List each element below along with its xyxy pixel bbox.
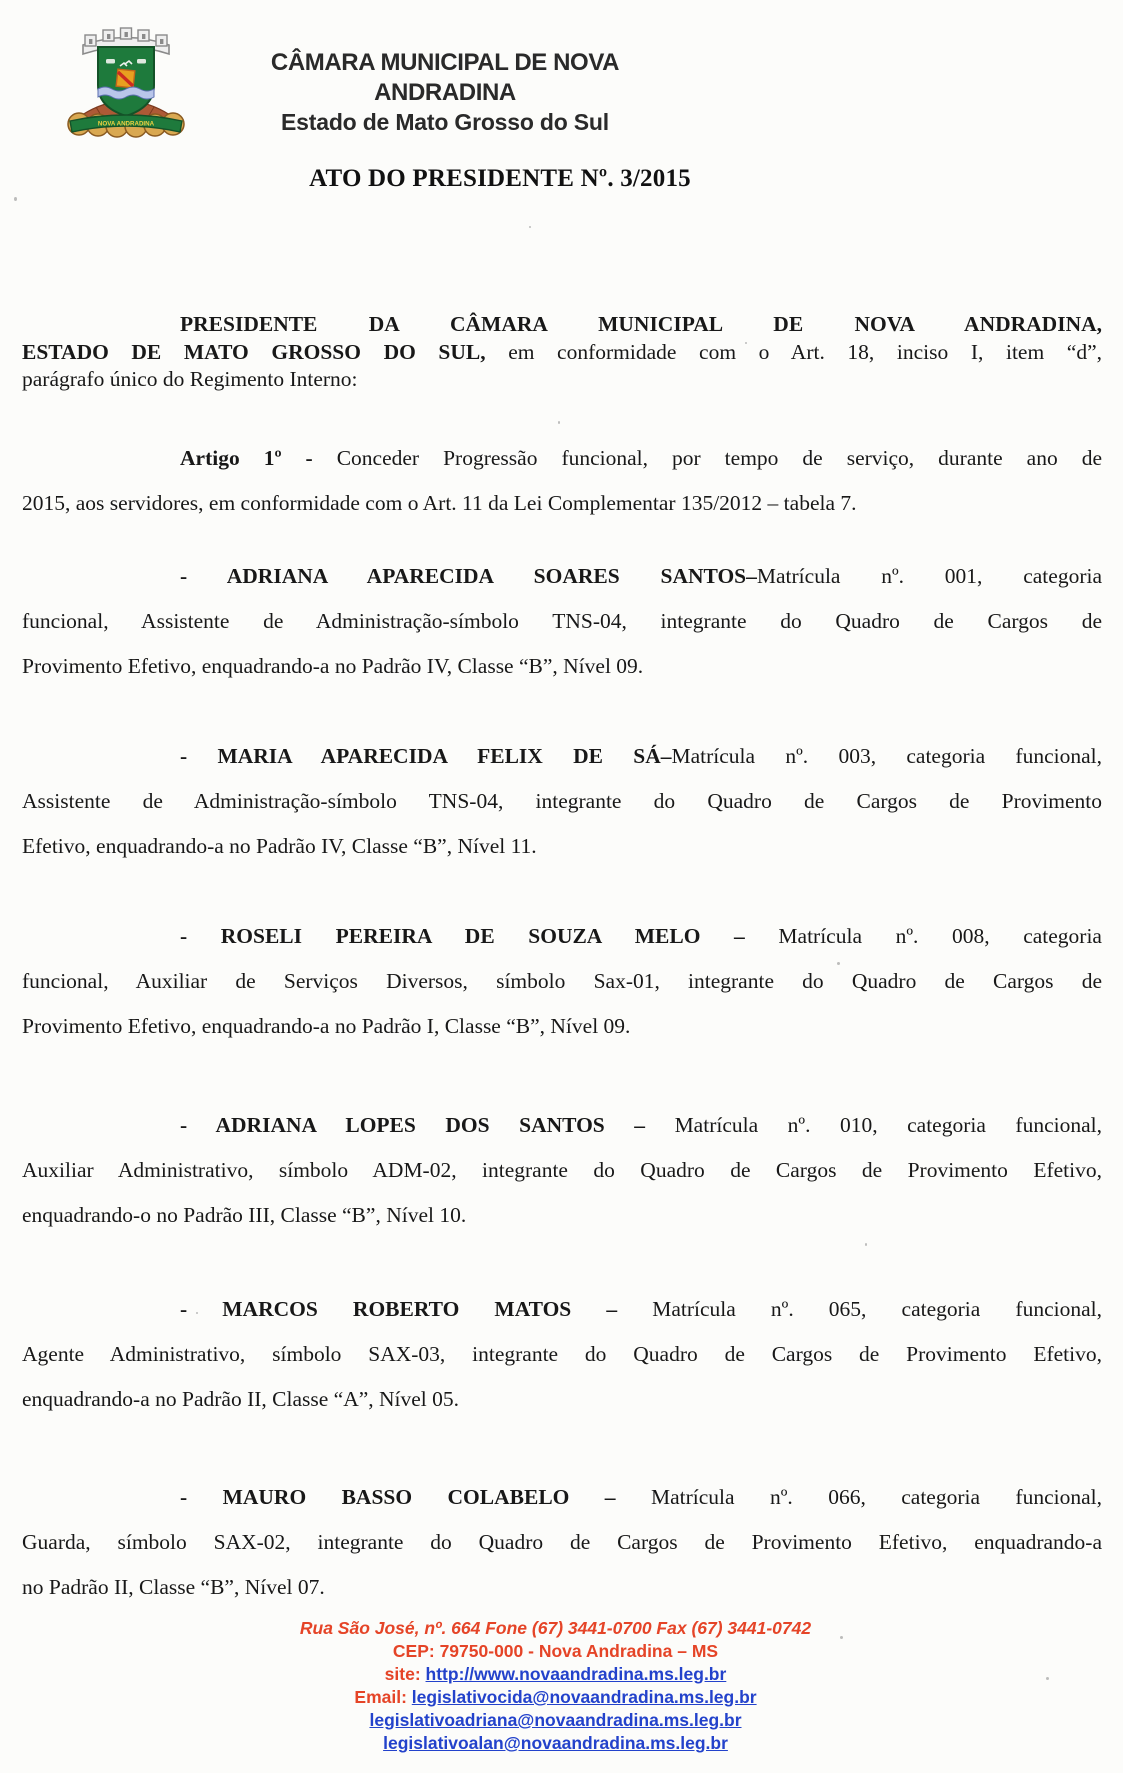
entry-line: Efetivo, enquadrando-a no Padrão IV, Classe “B”, Nível 11. bbox=[22, 833, 537, 858]
email-link-3[interactable]: legislativoalan@novaandradina.ms.leg.br bbox=[383, 1733, 728, 1753]
document-title: ATO DO PRESIDENTE Nº. 3/2015 bbox=[309, 165, 691, 192]
scan-speck bbox=[840, 1636, 843, 1639]
preamble-line bbox=[22, 339, 1102, 367]
entry-line: Provimento Efetivo, enquadrando-a no Padrão I, Classe “B”, Nível 09. bbox=[22, 1013, 631, 1038]
servant-entry bbox=[22, 1475, 1102, 1610]
email-link-2[interactable]: legislativoadriana@novaandradina.ms.leg.br bbox=[369, 1710, 742, 1730]
ribbon-text: NOVA ANDRADINA bbox=[97, 120, 155, 128]
org-subtitle: Estado de Mato Grosso do Sul bbox=[281, 109, 609, 135]
servant-entry bbox=[22, 1287, 1102, 1422]
entry-line bbox=[22, 1287, 1102, 1332]
scan-speck bbox=[745, 342, 747, 344]
servant-name: - MARIA APARECIDA FELIX DE SÁ– bbox=[180, 743, 672, 768]
scan-speck bbox=[529, 226, 531, 228]
entry-text: Matrícula nº. 065, categoria funcional, bbox=[652, 1296, 1102, 1321]
servant-entry bbox=[22, 554, 1102, 689]
scan-speck bbox=[865, 1243, 867, 1246]
org-name: CÂMARA MUNICIPAL DE NOVA ANDRADINA bbox=[270, 49, 620, 106]
scan-speck bbox=[558, 421, 560, 424]
article-line bbox=[22, 436, 1102, 481]
entry-text: Matrícula nº. 001, categoria bbox=[756, 563, 1102, 588]
entry-line: Auxiliar Administrativo, símbolo ADM-02, integrante do Quadro de Cargos de Provimento Efetivo, bbox=[22, 1157, 1102, 1182]
article-1-paragraph bbox=[22, 436, 1102, 526]
entry-line: Assistente de Administração-símbolo TNS-04, integrante do Quadro de Cargos de Provimento bbox=[22, 788, 1102, 813]
email-label: Email: bbox=[354, 1687, 412, 1707]
letterhead-footer bbox=[0, 1617, 1117, 1755]
preamble-bold: ESTADO DE MATO GROSSO DO SUL, bbox=[22, 339, 486, 364]
entry-text: Matrícula nº. 010, categoria funcional, bbox=[674, 1112, 1102, 1137]
email-link-1[interactable]: legislativocida@novaandradina.ms.leg.br bbox=[411, 1687, 757, 1707]
scan-speck bbox=[196, 1312, 198, 1314]
entry-line bbox=[22, 554, 1102, 599]
preamble-line bbox=[22, 311, 1102, 339]
entry-text: Matrícula nº. 008, categoria bbox=[778, 923, 1102, 948]
document-body bbox=[22, 0, 1102, 1610]
article-text: Conceder Progressão funcional, por tempo de serviço, durante ano de bbox=[336, 445, 1102, 470]
preamble-paragraph bbox=[22, 311, 1102, 394]
entry-line: funcional, Assistente de Administração-símbolo TNS-04, integrante do Quadro de Cargos de bbox=[22, 608, 1102, 633]
entry-text: Matrícula nº. 003, categoria funcional, bbox=[671, 743, 1102, 768]
entry-line: enquadrando-o no Padrão III, Classe “B”, Nível 10. bbox=[22, 1202, 467, 1227]
preamble-bold: PRESIDENTE DA CÂMARA MUNICIPAL DE NOVA ANDRADINA, bbox=[180, 312, 1102, 336]
site-label: site: bbox=[384, 1664, 426, 1684]
servant-name: - MARCOS ROBERTO MATOS – bbox=[180, 1296, 653, 1321]
servant-entry bbox=[22, 1103, 1102, 1238]
footer-cep-line: CEP: 79750-000 - Nova Andradina – MS bbox=[392, 1641, 719, 1661]
entry-line: no Padrão II, Classe “B”, Nível 07. bbox=[22, 1574, 325, 1599]
scan-speck bbox=[1046, 1677, 1049, 1680]
footer-site-line bbox=[0, 1663, 1117, 1686]
entry-line bbox=[22, 914, 1102, 959]
servant-name: - ADRIANA APARECIDA SOARES SANTOS– bbox=[180, 563, 757, 588]
article-label: Artigo 1º - bbox=[180, 445, 337, 470]
entry-line: funcional, Auxiliar de Serviços Diversos, símbolo Sax-01, integrante do Quadro de Cargos de bbox=[22, 968, 1102, 993]
site-link[interactable]: http://www.novaandradina.ms.leg.br bbox=[425, 1664, 727, 1684]
servant-entry bbox=[22, 914, 1102, 1049]
entry-line: Provimento Efetivo, enquadrando-a no Padrão IV, Classe “B”, Nível 09. bbox=[22, 653, 644, 678]
preamble-line: parágrafo único do Regimento Interno: bbox=[22, 367, 358, 391]
entry-line bbox=[22, 1103, 1102, 1148]
servant-name: - ADRIANA LOPES DOS SANTOS – bbox=[180, 1112, 675, 1137]
entry-text: Matrícula nº. 066, categoria funcional, bbox=[650, 1484, 1103, 1509]
scan-speck bbox=[371, 940, 373, 942]
footer-email-line bbox=[0, 1686, 1117, 1709]
entry-line: Guarda, símbolo SAX-02, integrante do Quadro de Cargos de Provimento Efetivo, enquadrando-a bbox=[22, 1529, 1102, 1554]
footer-email-line bbox=[0, 1732, 1117, 1755]
article-line: 2015, aos servidores, em conformidade com o Art. 11 da Lei Complementar 135/2012 – tabela 7. bbox=[22, 490, 857, 515]
entry-line bbox=[22, 1475, 1102, 1520]
footer-address-line: Rua São José, nº. 664 Fone (67) 3441-0700 Fax (67) 3441-0742 bbox=[299, 1618, 812, 1638]
scan-speck bbox=[837, 962, 840, 965]
footer-email-line bbox=[0, 1709, 1117, 1732]
scan-speck bbox=[14, 197, 17, 201]
entry-line: enquadrando-a no Padrão II, Classe “A”, Nível 05. bbox=[22, 1386, 460, 1411]
servant-name: - MAURO BASSO COLABELO – bbox=[180, 1484, 651, 1509]
servant-entry bbox=[22, 734, 1102, 869]
entry-line bbox=[22, 734, 1102, 779]
preamble-regular: em conformidade com o Art. 18, inciso I, item “d”, bbox=[485, 339, 1102, 364]
entry-line: Agente Administrativo, símbolo SAX-03, integrante do Quadro de Cargos de Provimento Efetivo, bbox=[22, 1341, 1102, 1366]
servant-name: - ROSELI PEREIRA DE SOUZA MELO – bbox=[180, 923, 779, 948]
